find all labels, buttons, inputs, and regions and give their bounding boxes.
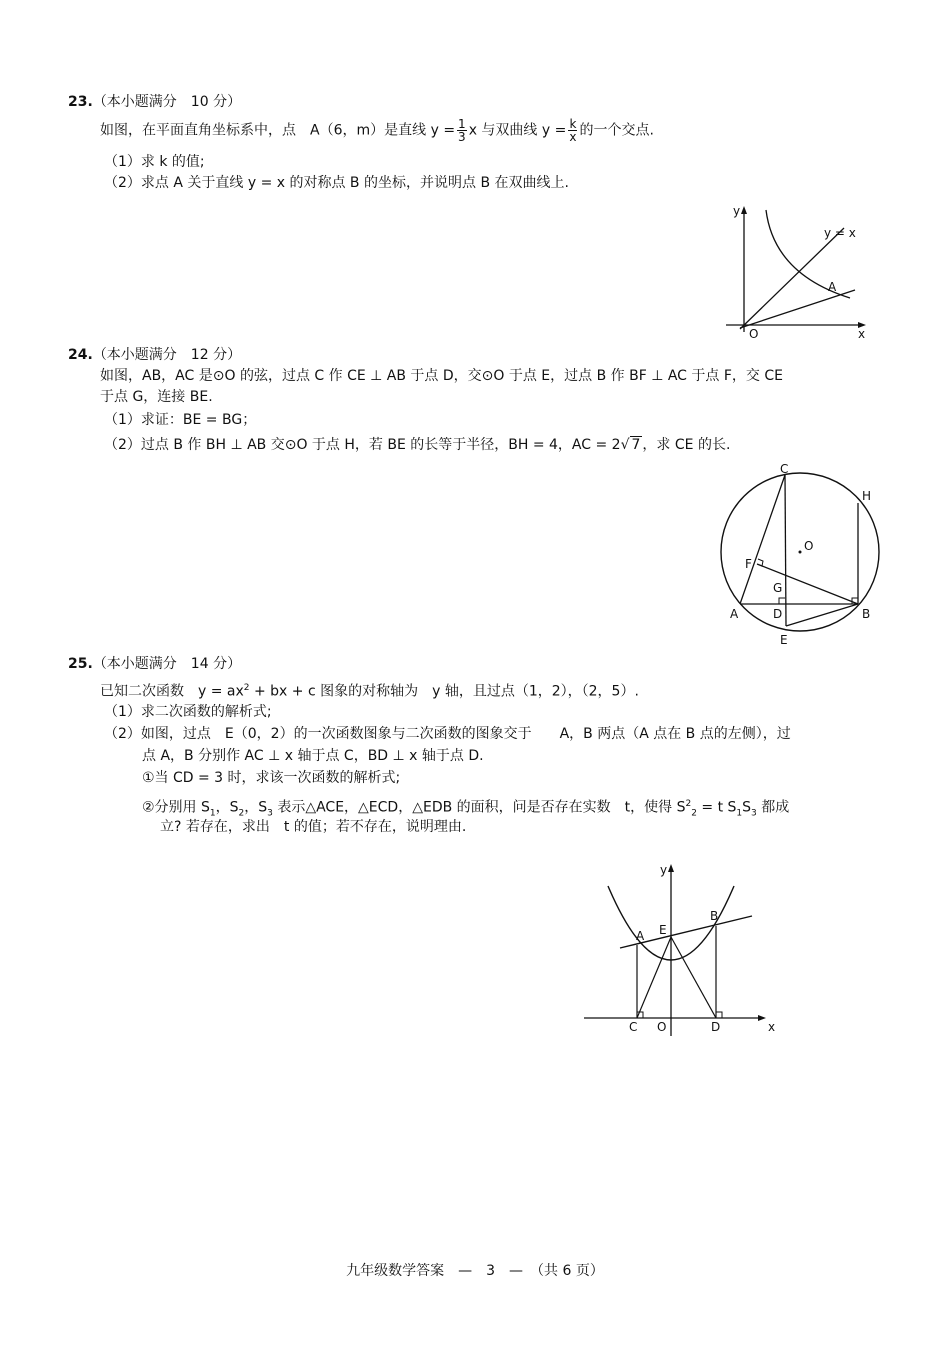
q25-right-angle-d xyxy=(716,1012,722,1018)
q23-hyp-den: x xyxy=(569,130,577,144)
q23-frac-den: 3 xyxy=(458,130,466,144)
q25-sub2-line2: 立? 若存在，求出 t 的值；若不存在，说明理由. xyxy=(160,819,467,835)
q23-fraction xyxy=(457,118,467,143)
q23-hyp-eq: y = xyxy=(541,122,567,139)
q24-figure xyxy=(718,460,888,650)
q23-frac-num: 1 xyxy=(458,117,466,131)
q23-hyp-num: k xyxy=(569,117,577,131)
q25-label-x: x xyxy=(768,1020,776,1034)
q23-score: （本小题满分 10 分） xyxy=(92,94,242,110)
q25-stem-sup: 2 xyxy=(243,683,250,693)
q23-hyperbola xyxy=(766,210,850,298)
q25-label-c: C xyxy=(629,1020,638,1034)
q24-score: （本小题满分 12 分） xyxy=(92,347,242,363)
q24-label-g: G xyxy=(773,581,783,595)
q24-number: 24. xyxy=(68,347,93,363)
q25-stem-a: 已知二次函数 y = ax xyxy=(100,683,244,700)
q23-line-third-x xyxy=(740,290,855,328)
q25-sub2-s1: 1 xyxy=(209,808,216,819)
q24-radicand: 7 xyxy=(631,437,641,453)
q24-stem-2: 于点 G，连接 BE. xyxy=(100,389,213,405)
q24-label-o: O xyxy=(804,539,814,553)
q25-sub2-s2: 2 xyxy=(238,808,245,819)
q23-stem xyxy=(100,118,654,143)
q24-part2 xyxy=(104,435,730,455)
q25-part2-2: 点 A，B 分别作 AC ⊥ x 轴于点 C，BD ⊥ x 轴于点 D. xyxy=(142,748,484,764)
q24-stem-1: 如图，AB，AC 是⊙O 的弦，过点 C 作 CE ⊥ AB 于点 D，交⊙O 于点 E，过点 B 作 BF ⊥ AC 于点 F，交 CE xyxy=(100,368,783,384)
q23-stem-a: 如图，在平面直角坐标系中，点 A（6，m）是直线 xyxy=(100,122,427,139)
q25-sub2-h: S xyxy=(742,799,752,816)
q23-header xyxy=(68,92,241,112)
q25-sub1: ①当 CD = 3 时，求该一次函数的解析式; xyxy=(142,770,401,786)
q25-header xyxy=(68,654,241,674)
q25-label-e: E xyxy=(659,923,667,937)
q25-x-arrow xyxy=(758,1015,766,1021)
q24-label-h: H xyxy=(862,489,872,503)
q24-sqrt-sign: √ xyxy=(620,437,630,453)
q24-label-d: D xyxy=(773,607,783,621)
q25-number: 25. xyxy=(68,656,93,672)
q25-sub2-g: 1 xyxy=(736,808,743,819)
q23-hyp-fraction xyxy=(568,118,577,143)
q25-label-d: D xyxy=(711,1020,721,1034)
q25-stem xyxy=(100,678,639,702)
q25-sub2-c: ，S xyxy=(244,799,268,816)
q25-sub2-d: 表示△ACE，△ECD，△EDB 的面积，问是否存在实数 t，使得 S xyxy=(272,799,686,816)
q24-label-b: B xyxy=(862,607,871,621)
q23-label-x: x xyxy=(858,327,866,341)
q23-y-arrow xyxy=(741,206,747,214)
q25-sub2-i: 3 xyxy=(751,808,757,819)
q23-label-o: O xyxy=(749,327,759,341)
q23-stem-b: x 与双曲线 xyxy=(468,122,538,139)
q24-center-dot xyxy=(799,551,802,554)
q25-sub2-square: 2 xyxy=(685,799,692,809)
q24-part2-a: （2）过点 B 作 BH ⊥ AB 交⊙O 于点 H，若 BE 的长等于半径，BH = 4，AC = 2 xyxy=(104,437,621,453)
q25-sub2-b: ，S xyxy=(215,799,239,816)
q24-label-f: F xyxy=(745,557,752,571)
q25-sub2-j: 都成 xyxy=(756,799,790,816)
q25-sub2-s3: 3 xyxy=(267,808,273,819)
q25-figure xyxy=(578,858,788,1048)
q23-line-eq: y = xyxy=(430,122,456,139)
q23-label-line: y = x xyxy=(824,226,856,240)
page-footer: 九年级数学答案 — 3 — （共 6 页） xyxy=(346,1263,604,1279)
q24-right-angle-d xyxy=(779,598,785,604)
q25-sub2-a: ②分别用 S xyxy=(142,799,210,816)
q25-label-a: A xyxy=(636,929,645,943)
q25-y-arrow xyxy=(668,864,674,872)
q25-sub2-e: 2 xyxy=(691,808,697,819)
q24-label-c: C xyxy=(780,462,789,476)
q24-label-e: E xyxy=(780,633,788,647)
q25-sub2-f: = t S xyxy=(696,799,737,816)
q24-header xyxy=(68,345,241,365)
q25-stem-b: + bx + c 图象的对称轴为 y 轴，且过点（1，2），（2，5）. xyxy=(249,683,639,700)
q23-part1: （1）求 k 的值; xyxy=(104,154,205,170)
q24-chord-ce xyxy=(785,475,786,626)
q23-label-y: y xyxy=(733,204,741,218)
q23-number: 23. xyxy=(68,94,93,110)
q23-stem-c: 的一个交点. xyxy=(579,122,654,139)
q25-segment-ed xyxy=(671,937,716,1018)
q24-label-a: A xyxy=(730,607,739,621)
q25-label-y: y xyxy=(660,863,668,877)
q23-figure xyxy=(722,202,882,342)
q24-part2-b: ，求 CE 的长. xyxy=(642,437,731,453)
q25-part2-1: （2）如图，过点 E（0，2）的一次函数图象与二次函数的图象交于 A，B 两点（A 点在 B 点的左侧），过 xyxy=(104,726,791,742)
q25-label-o: O xyxy=(657,1020,667,1034)
q25-segment-ec xyxy=(637,937,671,1018)
q25-score: （本小题满分 14 分） xyxy=(92,656,242,672)
q23-part2: （2）求点 A 关于直线 y = x 的对称点 B 的坐标，并说明点 B 在双曲线上. xyxy=(104,175,569,191)
q23-line-y-eq-x xyxy=(740,228,844,329)
q23-label-a: A xyxy=(828,280,837,294)
q25-label-b: B xyxy=(710,909,719,923)
q25-part1: （1）求二次函数的解析式; xyxy=(104,704,272,720)
q24-part1: （1）求证：BE = BG； xyxy=(104,412,257,428)
